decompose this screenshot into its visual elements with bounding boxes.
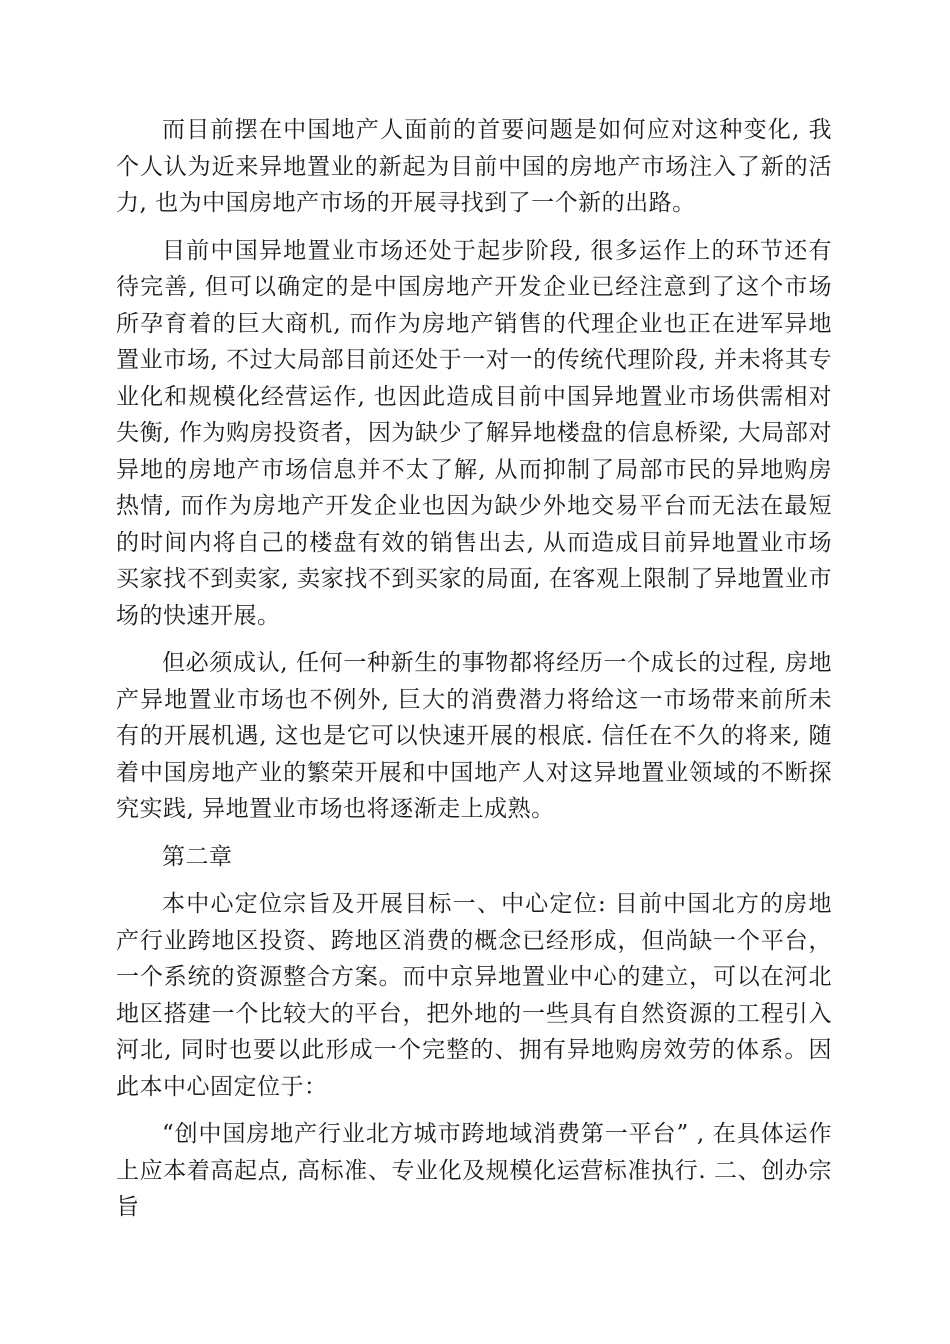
paragraph-3: 但必须成认, 任何一种新生的事物都将经历一个成长的过程, 房地产异地置业市场也不例外, 巨大的消费潜力将给这一市场带来前所未有的开展机遇, 这也是它可以快速开展的根底. 信任在不久的将来, 随着中国房地产业的繁荣开展和中国地产人对这异地置业领域的不断探究实践, 异地置业市场也将逐渐走上成熟。 <box>116 650 832 822</box>
paragraph-5: “创中国房地产行业北方城市跨地域消费第一平台” , 在具体运作上应本着高起点, 高标准、专业化及规模化运营标准执行. 二、创办宗旨 <box>116 1121 832 1220</box>
document-body <box>116 112 832 1237</box>
paragraph-4: 本中心定位宗旨及开展目标一、中心定位: 目前中国北方的房地产行业跨地区投资、跨地区消费的概念已经形成，但尚缺一个平台，一个系统的资源整合方案。而中京异地置业中心的建立，可以在河北地区搭建一个比较大的平台，把外地的一些具有自然资源的工程引入河北, 同时也要以此形成一个完整的、拥有异地购房效劳的体系。因此本中心固定位于： <box>116 891 832 1100</box>
chapter-heading: 第二章 <box>162 843 233 870</box>
paragraph-2: 目前中国异地置业市场还处于起步阶段, 很多运作上的环节还有待完善, 但可以确定的是中国房地产开发企业已经注意到了这个市场所孕育着的巨大商机, 而作为房地产销售的代理企业也正在进军异地置业市场, 不过大局部目前还处于一对一的传统代理阶段, 并未将其专业化和规模化经营运作, 也因此造成目前中国异地置业市场供需相对失衡, 作为购房投资者，因为缺少了解异地楼盘的信息桥梁, 大局部对异地的房地产市场信息并不太了解, 从而抑制了局部市民的异地购房热情, 而作为房地产开发企业也因为缺少外地交易平台而无法在最短的时间内将自己的楼盘有效的销售出去, 从而造成目前异地置业市场买家找不到卖家, 卖家找不到买家的局面, 在客观上限制了异地置业市场的快速开展。 <box>116 237 832 629</box>
paragraph-1: 而目前摆在中国地产人面前的首要问题是如何应对这种变化, 我个人认为近来异地置业的新起为目前中国的房地产市场注入了新的活力, 也为中国房地产市场的开展寻找到了一个新的出路。 <box>116 117 832 216</box>
